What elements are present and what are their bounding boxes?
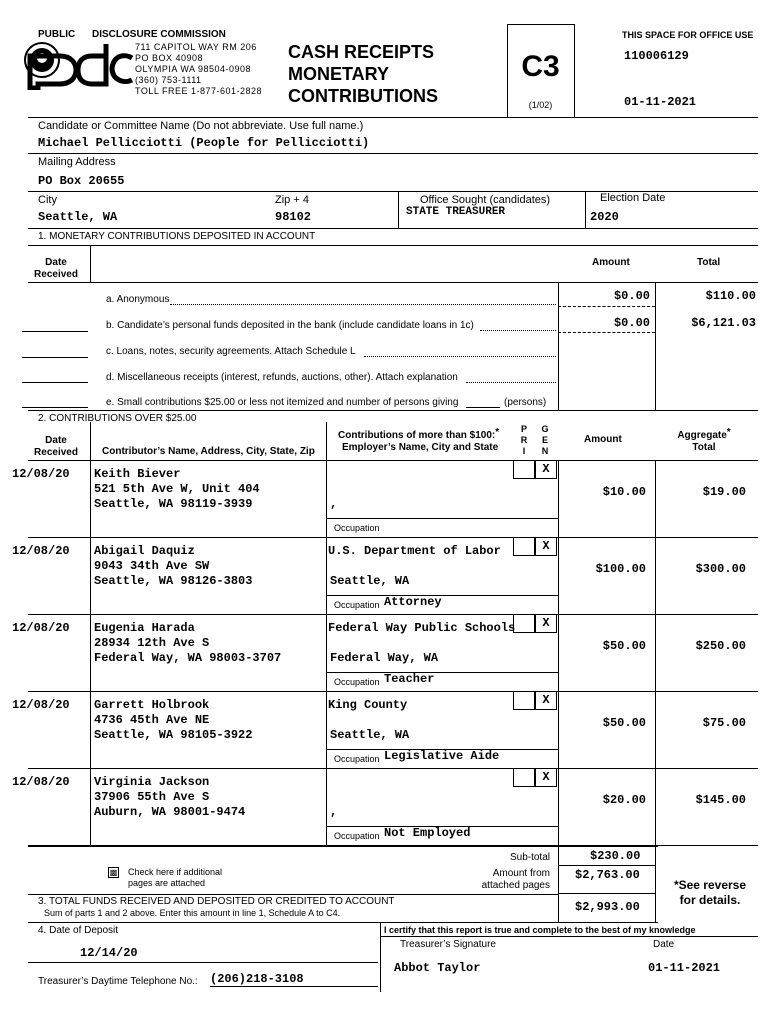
office-number: 110006129	[624, 49, 689, 63]
section2-title: 2. CONTRIBUTIONS OVER $25.00	[38, 413, 197, 424]
office-use-label: THIS SPACE FOR OFFICE USE	[622, 30, 754, 40]
contributor-address[interactable]: 9043 34th Ave SW	[94, 559, 210, 573]
office-sought-label: Office Sought (candidates)	[420, 194, 551, 206]
contribution-amount[interactable]: $100.00	[595, 562, 646, 576]
pri-checkbox[interactable]	[513, 614, 535, 633]
contributor-city[interactable]: Seattle, WA 98105-3922	[94, 728, 253, 742]
agency-name-right: DISCLOSURE COMMISSION	[92, 29, 226, 40]
section3-subtitle: Sum of parts 1 and 2 above. Enter this amount in line 1, Schedule A to C4.	[44, 908, 341, 918]
section1-amount-label: Amount	[592, 257, 630, 268]
additional-pages-checkbox[interactable]: ▩	[109, 868, 118, 877]
pri-checkbox[interactable]	[513, 460, 535, 479]
agency-name-left: PUBLIC	[38, 29, 76, 40]
occupation-label: Occupation	[334, 754, 380, 764]
contributor-city[interactable]: Auburn, WA 98001-9474	[94, 805, 246, 819]
deposit-date-label: 4. Date of Deposit	[38, 925, 119, 936]
signature-label: Treasurer’s Signature	[400, 939, 496, 950]
pri-checkbox[interactable]	[513, 768, 535, 787]
section1-title: 1. MONETARY CONTRIBUTIONS DEPOSITED IN ACCOUNT	[38, 231, 316, 242]
contributor-name[interactable]: Garrett Holbrook	[94, 698, 210, 712]
subtotal-label: Sub-total	[509, 852, 550, 863]
contributor-info	[94, 467, 260, 512]
occupation-value[interactable]: Not Employed	[384, 826, 471, 840]
gen-checkbox[interactable]: X	[535, 768, 557, 787]
section1-total-label: Total	[697, 257, 721, 268]
aggregate-total[interactable]: $300.00	[695, 562, 746, 576]
line-a-total[interactable]: $110.00	[705, 289, 756, 303]
contributor-info	[94, 621, 281, 666]
section2-amount-label: Amount	[584, 434, 622, 445]
contribution-date[interactable]: 12/08/20	[12, 775, 70, 789]
employer-name[interactable]: Federal Way Public Schools	[328, 621, 516, 635]
employer-city[interactable]: ,	[330, 805, 338, 819]
contributor-info	[94, 775, 245, 820]
contributor-name[interactable]: Keith Biever	[94, 467, 181, 481]
gen-checkbox[interactable]: X	[535, 691, 557, 710]
contributor-address[interactable]: 28934 12th Ave S	[94, 636, 210, 650]
signature-date[interactable]: 01-11-2021	[648, 961, 721, 975]
pri-label: P R I	[520, 424, 528, 456]
contribution-date[interactable]: 12/08/20	[12, 467, 70, 481]
phone-label: Treasurer’s Daytime Telephone No.:	[38, 976, 198, 987]
employer-label: Contributions of more than $100:* Employer’s Name, City and State	[338, 427, 500, 453]
mailing-address-label: Mailing Address	[38, 156, 116, 168]
contributor-name[interactable]: Abigail Daquiz	[94, 544, 195, 558]
deposit-date[interactable]: 12/14/20	[80, 946, 138, 960]
occupation-value[interactable]: Teacher	[384, 672, 435, 686]
office-sought[interactable]: STATE TREASURER	[406, 206, 506, 218]
occupation-label: Occupation	[334, 523, 380, 533]
pdc-logo	[22, 38, 134, 90]
line-a-amount[interactable]: $0.00	[613, 289, 650, 303]
candidate-name[interactable]: Michael Pellicciotti (People for Pellicciotti)	[38, 136, 370, 150]
contributor-name[interactable]: Eugenia Harada	[94, 621, 195, 635]
section1-date-label: Date Received	[34, 257, 78, 280]
zip[interactable]: 98102	[275, 210, 312, 224]
contribution-amount[interactable]: $50.00	[602, 639, 646, 653]
city[interactable]: Seattle, WA	[38, 210, 118, 224]
gen-checkbox[interactable]: X	[535, 614, 557, 633]
line-e-label: e. Small contributions $25.00 or less not itemized and number of persons giving	[106, 397, 459, 408]
line-b-amount[interactable]: $0.00	[613, 316, 650, 330]
occupation-label: Occupation	[334, 600, 380, 610]
zip-label: Zip + 4	[275, 194, 309, 206]
employer-name[interactable]: King County	[328, 698, 408, 712]
occupation-label: Occupation	[334, 677, 380, 687]
election-date[interactable]: 2020	[590, 210, 619, 224]
contributor-address[interactable]: 37906 55th Ave S	[94, 790, 210, 804]
contribution-amount[interactable]: $10.00	[602, 485, 646, 499]
certify-statement: I certify that this report is true and complete to the best of my knowledge	[384, 925, 696, 935]
line-b-total[interactable]: $6,121.03	[691, 316, 756, 330]
occupation-value[interactable]: Attorney	[384, 595, 442, 609]
gen-label: G E N	[541, 424, 549, 456]
pri-checkbox[interactable]	[513, 537, 535, 556]
section3-title: 3. TOTAL FUNDS RECEIVED AND DEPOSITED OR CREDITED TO ACCOUNT	[38, 896, 395, 907]
contributor-city[interactable]: Seattle, WA 98126-3803	[94, 574, 253, 588]
line-e-persons: (persons)	[504, 397, 547, 408]
agency-address: 711 CAPITOL WAY RM 206 PO BOX 40908 OLYMPIA WA 98504-0908 (360) 753-1111 TOLL FREE 1-877-601-2828	[135, 42, 263, 96]
contributor-address[interactable]: 521 5th Ave W, Unit 404	[94, 482, 260, 496]
pri-checkbox[interactable]	[513, 691, 535, 710]
gen-checkbox[interactable]: X	[535, 537, 557, 556]
aggregate-total[interactable]: $75.00	[702, 716, 746, 730]
employer-city[interactable]: Seattle, WA	[330, 574, 410, 588]
signature-date-label: Date	[653, 939, 675, 950]
line-b-label: b. Candidate’s personal funds deposited in the bank (include candidate loans in 1c)	[106, 320, 474, 331]
contribution-date[interactable]: 12/08/20	[12, 621, 70, 635]
contributor-label: Contributor’s Name, Address, City, State, Zip	[102, 446, 315, 457]
treasurer-signature[interactable]: Abbot Taylor	[394, 961, 481, 975]
contribution-amount[interactable]: $20.00	[602, 793, 646, 807]
aggregate-total[interactable]: $19.00	[702, 485, 746, 499]
gen-checkbox[interactable]: X	[535, 460, 557, 479]
mailing-address[interactable]: PO Box 20655	[38, 174, 125, 188]
form-code: C3	[521, 50, 560, 83]
additional-pages-label: Check here if additional pages are attached	[128, 867, 223, 888]
contributor-name[interactable]: Virginia Jackson	[94, 775, 210, 789]
contributor-info	[94, 544, 252, 589]
form-revision: (1/02)	[528, 100, 553, 110]
contribution-amount[interactable]: $50.00	[602, 716, 646, 730]
line-d-label: d. Miscellaneous receipts (interest, refunds, auctions, other). Attach explanation	[106, 372, 458, 383]
section2-date-label: Date Received	[34, 435, 78, 458]
employer-city[interactable]: Federal Way, WA	[330, 651, 439, 665]
aggregate-total[interactable]: $145.00	[695, 793, 746, 807]
office-date: 01-11-2021	[624, 95, 697, 109]
subtotal-amount[interactable]: $230.00	[590, 849, 641, 863]
city-label: City	[38, 194, 57, 206]
contribution-date[interactable]: 12/08/20	[12, 698, 70, 712]
form-title: CASH RECEIPTS MONETARY CONTRIBUTIONS	[288, 42, 438, 106]
contributor-city[interactable]: Federal Way, WA 98003-3707	[94, 651, 282, 665]
line-a-label: a. Anonymous	[106, 294, 170, 305]
contributor-city[interactable]: Seattle, WA 98119-3939	[94, 497, 253, 511]
employer-name[interactable]: U.S. Department of Labor	[328, 544, 501, 558]
contributor-info	[94, 698, 252, 743]
candidate-name-label: Candidate or Committee Name (Do not abbreviate. Use full name.)	[38, 120, 364, 132]
employer-city[interactable]: ,	[330, 497, 338, 511]
attached-pages-label: Amount from attached pages	[481, 868, 550, 891]
aggregate-total[interactable]: $250.00	[695, 639, 746, 653]
see-reverse-note: *See reverse for details.	[673, 878, 747, 907]
treasurer-phone[interactable]: (206)218-3108	[210, 972, 304, 986]
employer-city[interactable]: Seattle, WA	[330, 728, 410, 742]
attached-pages-amount[interactable]: $2,763.00	[575, 868, 640, 882]
election-date-label: Election Date	[600, 192, 666, 204]
line-c-label: c. Loans, notes, security agreements. Attach Schedule L	[106, 346, 356, 357]
total-funds-amount[interactable]: $2,993.00	[575, 900, 640, 914]
occupation-label: Occupation	[334, 831, 380, 841]
contributor-address[interactable]: 4736 45th Ave NE	[94, 713, 210, 727]
occupation-value[interactable]: Legislative Aide	[384, 749, 500, 763]
aggregate-label: Aggregate* Total	[677, 427, 731, 453]
contribution-date[interactable]: 12/08/20	[12, 544, 70, 558]
